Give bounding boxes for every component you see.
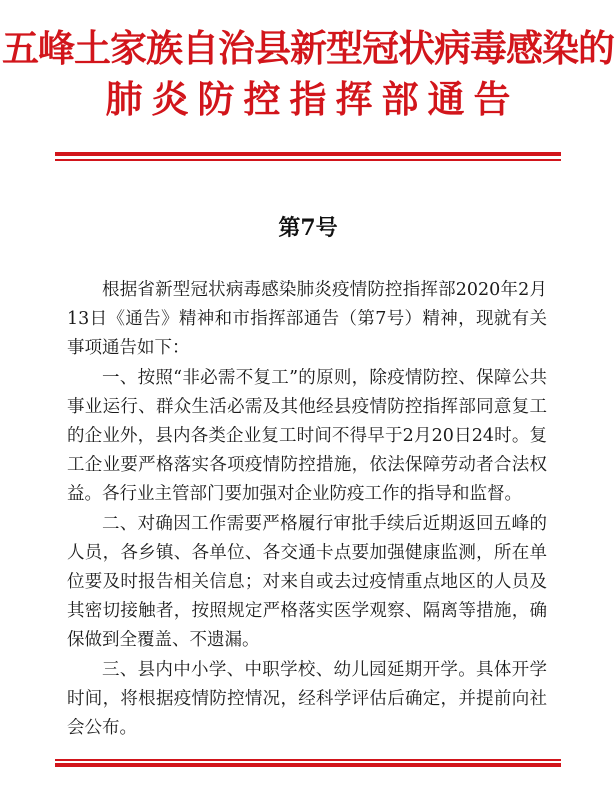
paragraph-item-3: 三、县内中小学、中职学校、幼儿园延期开学。具体开学时间，将根据疫情防控情况，经科学评估后确定，并提前向社会公布。 xyxy=(67,659,547,739)
footer-divider-thick xyxy=(55,763,561,767)
paragraph-item-2: 二、对确因工作需要严格履行审批手续后近期返回五峰的人员，各乡镇、各单位、各交通卡点要加强健康监测，所在单位要及时报告相关信息；对来自或去过疫情重点地区的人员及其密切接触者，按照规定严格落实医学观察、隔离等措施，确保做到全覆盖、不遗漏。 xyxy=(67,513,547,651)
paragraph-intro: 根据省新型冠状病毒感染肺炎疫情防控指挥部2020年2月13日《通告》精神和市指挥部通告（第7号）精神，现就有关事项通告如下： xyxy=(67,280,547,359)
document-header xyxy=(0,26,616,121)
header-divider-thin xyxy=(55,159,561,161)
paragraph-item-1: 一、按照“非必需不复工”的原则，除疫情防控、保障公共事业运行、群众生活必需及其他经县疫情防控指挥部同意复工的企业外，县内各类企业复工时间不得早于2月20日24时。复工企业要严格落实各项疫情防控措施，依法保障劳动者合法权益。各行业主管部门要加强对企业防疫工作的指导和监督。 xyxy=(67,367,547,505)
document-body xyxy=(67,276,547,743)
document-number: 第7号 xyxy=(278,215,338,241)
header-title-line-2: 肺炎防控指挥部通告 xyxy=(105,77,520,121)
header-divider-thick xyxy=(55,152,561,156)
header-title-line-1: 五峰土家族自治县新型冠状病毒感染的 xyxy=(2,26,614,70)
footer-divider-thin xyxy=(55,759,561,761)
